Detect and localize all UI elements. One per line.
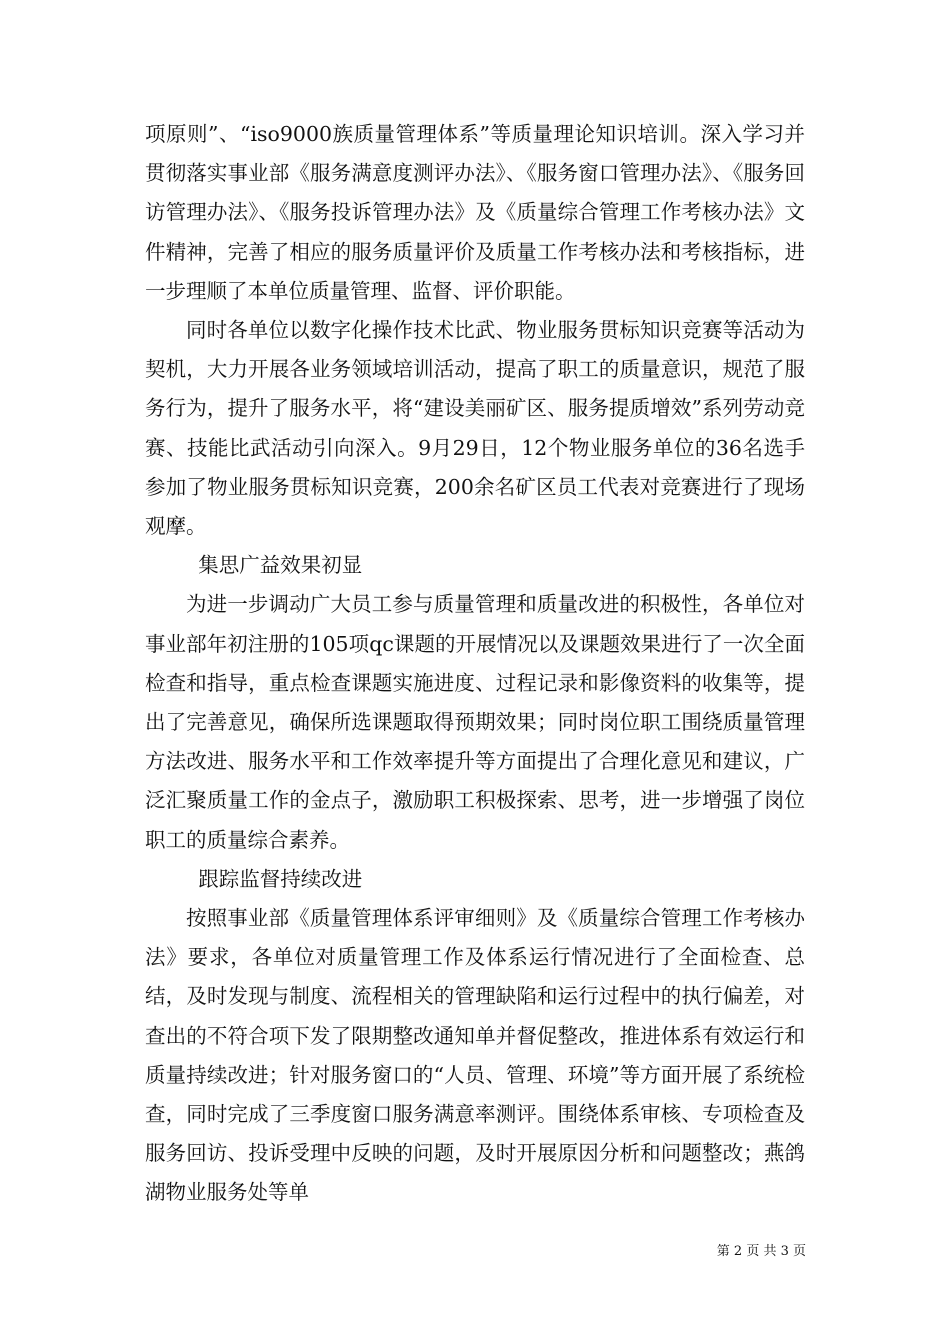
paragraph-system-review: 按照事业部《质量管理体系评审细则》及《质量综合管理工作考核办法》要求，各单位对质量管理工作及体系运行情况进行了全面检查、总结，及时发现与制度、流程相关的管理缺陷和运行过程中的执行偏差，对查出的不符合项下发了限期整改通知单并督促整改，推进体系有效运行和质量持续改进；针对服务窗口的“人员、管理、环境”等方面开展了系统检查，同时完成了三季度窗口服务满意率测评。围绕体系审核、专项检查及服务回访、投诉受理中反映的问题，及时开展原因分析和问题整改；燕鸽湖物业服务处等单 [145,906,805,1205]
paragraph-continuation: 项原则”、“iso9000族质量管理体系”等质量理论知识培训。深入学习并贯彻落实事业部《服务满意度测评办法》、《服务窗口管理办法》、《服务回访管理办法》、《服务投诉管理办法》及《质量综合管理工作考核办法》文件精神，完善了相应的服务质量评价及质量工作考核办法和考核指标，进一步理顺了本单位质量管理、监督、评价职能。 [145,122,805,303]
section-heading-ideas: 集思广益效果初显 [198,553,363,578]
paragraph-training-activities: 同时各单位以数字化操作技术比武、物业服务贯标知识竞赛等活动为契机，大力开展各业务领域培训活动，提高了职工的质量意识，规范了服务行为，提升了服务水平，将“建设美丽矿区、服务提质增效”系列劳动竞赛、技能比武活动引向深入。9月29日，12个物业服务单位的36名选手参加了物业服务贯标知识竞赛，200余名矿区员工代表对竞赛进行了现场观摩。 [145,318,805,539]
paragraph-qc-projects: 为进一步调动广大员工参与质量管理和质量改进的积极性，各单位对事业部年初注册的105项qc课题的开展情况以及课题效果进行了一次全面检查和指导，重点检查课题实施进度、过程记录和影像资料的收集等，提出了完善意见，确保所选课题取得预期效果；同时岗位职工围绕质量管理方法改进、服务水平和工作效率提升等方面提出了合理化意见和建议，广泛汇聚质量工作的金点子，激励职工积极探索、思考，进一步增强了岗位职工的质量综合素养。 [145,592,805,852]
section-heading-supervision: 跟踪监督持续改进 [198,866,363,891]
page-number-footer: 第 2 页 共 3 页 [716,1244,806,1259]
document-body [145,115,805,1213]
